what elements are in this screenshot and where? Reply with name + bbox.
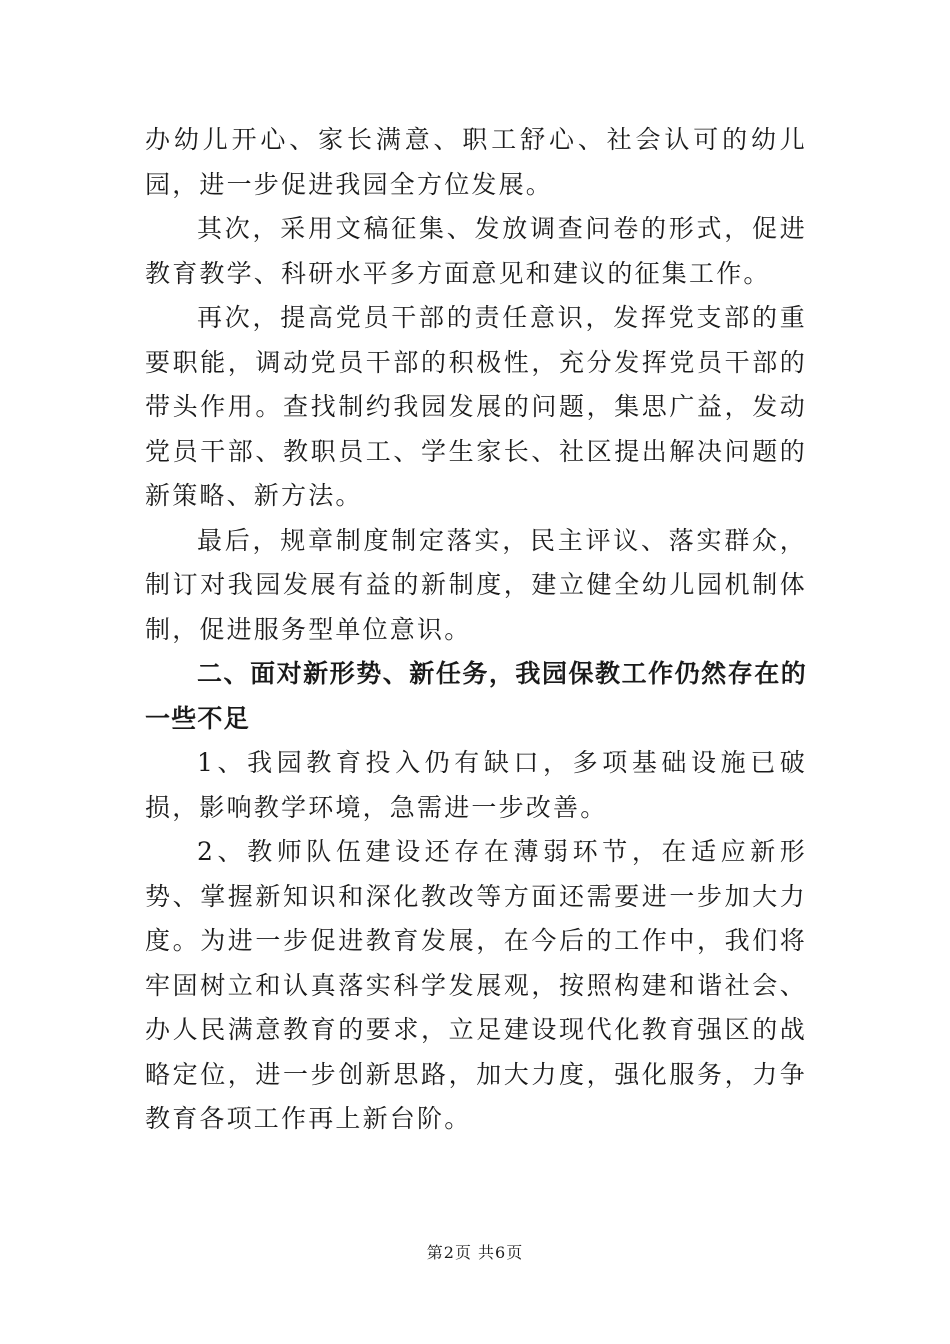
- page-number: 第2页 共6页: [426, 1243, 524, 1262]
- document-body: [145, 118, 807, 1142]
- paragraph-finally: 最后，规章制度制定落实，民主评议、落实群众，制订对我园发展有益的新制度，建立健全幼儿园机制体制，促进服务型单位意识。: [145, 525, 807, 644]
- paragraph-continuation: 办幼儿开心、家长满意、职工舒心、社会认可的幼儿园，进一步促进我园全方位发展。: [145, 125, 807, 199]
- list-item-1: 1、我园教育投入仍有缺口，多项基础设施已破损，影响教学环境，急需进一步改善。: [145, 748, 807, 822]
- paragraph-thirdly: 再次，提高党员干部的责任意识，发挥党支部的重要职能，调动党员干部的积极性，充分发挥党员干部的带头作用。查找制约我园发展的问题，集思广益，发动党员干部、教职员工、学生家长、社区提出解决问题的新策略、新方法。: [145, 303, 807, 510]
- section-heading: 二、面对新形势、新任务，我园保教工作仍然存在的一些不足: [145, 659, 807, 733]
- paragraph-secondly: 其次，采用文稿征集、发放调查问卷的形式，促进教育教学、科研水平多方面意见和建议的征集工作。: [145, 214, 807, 288]
- list-item-2: 2、教师队伍建设还存在薄弱环节，在适应新形势、掌握新知识和深化教改等方面还需要进一步加大力度。为进一步促进教育发展，在今后的工作中，我们将牢固树立和认真落实科学发展观，按照构建和谐社会、办人民满意教育的要求，立足建设现代化教育强区的战略定位，进一步创新思路，加大力度，强化服务，力争教育各项工作再上新台阶。: [145, 837, 807, 1133]
